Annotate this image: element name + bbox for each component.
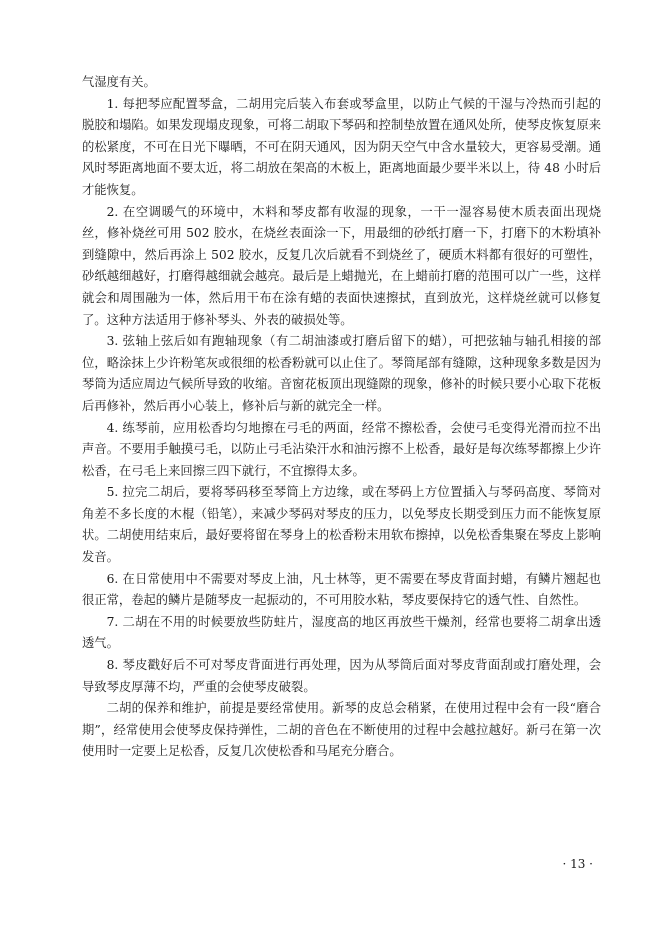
paragraph-continuation: 气湿度有关。	[82, 75, 156, 89]
paragraph-item-2: 2. 在空调暖气的环境中，木料和琴皮都有收湿的现象，一干一湿容易使木质表面出现烧丝，修补烧丝可用 502 胶水，在烧丝表面涂一下，用最细的砂纸打磨一下，打磨下的木粉填补到缝隙中，然后再涂上 502 胶水，反复几次后就看不到烧丝了，硬质木料都有很好的可塑性，砂纸越细越好，打磨得越细就会越亮。最后是上蜡抛光，在上蜡前打磨的范围可以广一些，这样就会和周围融为一体，然后用干布在涂有蜡的表面快速擦拭，直到放光，这样烧丝就可以修复了。这种方法适用于修补琴头、外表的破损处等。	[82, 204, 601, 327]
page-number: · 13 ·	[562, 857, 593, 871]
document-body	[82, 72, 601, 763]
paragraph-item-1: 1. 每把琴应配置琴盒，二胡用完后装入布套或琴盒里，以防止气候的干湿与冷热而引起的脱胶和塌陷。如果发现塌皮现象，可将二胡取下琴码和控制垫放置在通风处所，使琴皮恢复原来的松紧度，不可在日光下曝晒，不可在阴天通风，因为阴天空气中含水量较大，更容易受潮。通风时琴距离地面不要太近，将二胡放在架高的木板上，距离地面最少要半米以上，待 48 小时后才能恢复。	[82, 96, 601, 197]
paragraph-item-8: 8. 琴皮戳好后不可对琴皮背面进行再处理，因为从琴筒后面对琴皮背面刮或打磨处理，会导致琴皮厚薄不均，严重的会使琴皮破裂。	[82, 658, 601, 694]
paragraph-item-6: 6. 在日常使用中不需要对琴皮上油，凡士林等，更不需要在琴皮背面封蜡，有鳞片翘起也很正常，卷起的鳞片是随琴皮一起振动的，不可用胶水粘，琴皮要保持它的透气性、自然性。	[82, 571, 601, 608]
paragraph-summary: 二胡的保养和维护，前提是要经常使用。新琴的皮总会稍紧，在使用过程中会有一段“磨合期”，经常使用会使琴皮保持弹性，二胡的音色在不断使用的过程中会越拉越好。新弓在第一次使用时一定要上足松香，反复几次使松香和马尾充分磨合。	[82, 701, 601, 759]
paragraph-item-7: 7. 二胡在不用的时候要放些防蛀片，湿度高的地区再放些干燥剂，经常也要将二胡拿出透透气。	[82, 614, 601, 651]
paragraph-item-3: 3. 弦轴上弦后如有跑轴现象（有二胡油漆或打磨后留下的蜡），可把弦轴与轴孔相接的部位，略涂抹上少许粉笔灰或很细的松香粉就可以止住了。琴筒尾部有缝隙，这种现象多数是因为琴筒为适应周边气候所导致的收缩。音窗花板顶出现缝隙的现象，修补的时候只要小心取下花板后再修补，然后再小心装上，修补后与新的就完全一样。	[82, 334, 601, 413]
paragraph-item-5: 5. 拉完二胡后，要将琴码移至琴筒上方边缘，或在琴码上方位置插入与琴码高度、琴筒对角差不多长度的木棍（铅笔），来减少琴码对琴皮的压力，以免琴皮长期受到压力而不能恢复原状。二胡使用结束后，最好要将留在琴身上的松香粉末用软布擦掉，以免松香集聚在琴皮上影响发音。	[82, 485, 601, 565]
paragraph-item-4: 4. 练琴前，应用松香均匀地擦在弓毛的两面，经常不擦松香，会使弓毛变得光滑而拉不出声音。不要用手触摸弓毛，以防止弓毛沾染汗水和油污擦不上松香，最好是每次练琴都擦上少许松香，在弓毛上来回擦三四下就行，不宜擦得太多。	[82, 420, 601, 478]
